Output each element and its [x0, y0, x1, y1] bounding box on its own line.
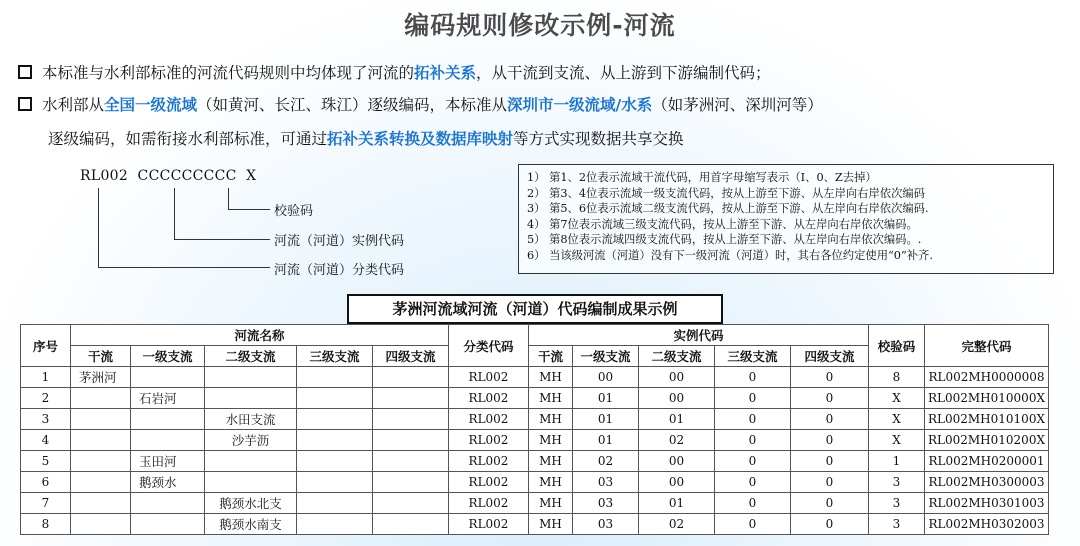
table-cell-c3: 0	[715, 514, 791, 535]
header-c1: 一级支流	[573, 346, 639, 367]
table-cell-l4	[373, 451, 449, 472]
coding-rules-box	[518, 164, 1054, 274]
table-cell-c1: 01	[573, 388, 639, 409]
table-cell-cls: RL002	[449, 493, 529, 514]
bullet-text: 本标准与水利部标准的河流代码规则中均体现了河流的	[42, 64, 415, 82]
table-cell-chk: 3	[869, 493, 925, 514]
class-code-label: 河流（河道）分类代码	[274, 263, 405, 278]
table-cell-l4	[373, 430, 449, 451]
table-cell-l3	[297, 388, 373, 409]
rule-item: 4） 第7位表示流域三级支流代码，按从上游至下游、从左岸向右岸依次编码。	[527, 217, 918, 231]
table-cell-chk: 3	[869, 472, 925, 493]
table-cell-main	[71, 472, 131, 493]
header-l4: 四级支流	[373, 346, 449, 367]
table-cell-c3: 0	[715, 493, 791, 514]
table-cell-main	[71, 388, 131, 409]
table-cell-c4: 0	[791, 472, 869, 493]
instance-code-label: 河流（河道）实例代码	[274, 234, 405, 249]
bullet-text: ，从干流到支流、从上游到下游编制代码；	[476, 64, 771, 82]
table-cell-c2: 01	[639, 493, 715, 514]
bullet-1	[18, 58, 771, 88]
table-cell-c3: 0	[715, 367, 791, 388]
table-cell-l3	[297, 514, 373, 535]
table-cell-c4: 0	[791, 388, 869, 409]
table-row	[21, 367, 1049, 388]
table-cell-chk: 1	[869, 451, 925, 472]
table-cell-l2	[205, 367, 297, 388]
table-cell-main	[71, 409, 131, 430]
header-c0: 干流	[529, 346, 573, 367]
table-cell-c3: 0	[715, 409, 791, 430]
header-full-code: 完整代码	[925, 325, 1049, 367]
table-cell-l2	[205, 472, 297, 493]
table-row	[21, 430, 1049, 451]
header-instance-code: 实例代码	[529, 325, 869, 346]
table-cell-l3	[297, 409, 373, 430]
table-cell-full: RL002MH010100X	[925, 409, 1049, 430]
table-cell-full: RL002MH010200X	[925, 430, 1049, 451]
table-cell-c3: 0	[715, 451, 791, 472]
table-cell-main: 茅洲河	[71, 367, 131, 388]
table-cell-c4: 0	[791, 493, 869, 514]
table-cell-c2: 00	[639, 367, 715, 388]
table-cell-l2: 沙芋沥	[205, 430, 297, 451]
table-cell-l1	[131, 367, 205, 388]
table-cell-chk: X	[869, 430, 925, 451]
table-cell-l4	[373, 472, 449, 493]
table-cell-seq: 5	[21, 451, 71, 472]
table-cell-main	[71, 451, 131, 472]
table-cell-seq: 3	[21, 409, 71, 430]
table-cell-l2	[205, 451, 297, 472]
table-cell-l1: 鹅颈水	[131, 472, 205, 493]
table-row	[21, 472, 1049, 493]
table-cell-c1: 01	[573, 409, 639, 430]
table-cell-cls: RL002	[449, 409, 529, 430]
table-cell-full: RL002MH0300003	[925, 472, 1049, 493]
table-row	[21, 514, 1049, 535]
table-cell-l3	[297, 493, 373, 514]
table-cell-seq: 6	[21, 472, 71, 493]
header-l3: 三级支流	[297, 346, 373, 367]
table-row	[21, 388, 1049, 409]
table-cell-cls: RL002	[449, 472, 529, 493]
table-cell-l4	[373, 388, 449, 409]
table-cell-l1	[131, 514, 205, 535]
table-cell-c3: 0	[715, 388, 791, 409]
table-cell-c4: 0	[791, 367, 869, 388]
river-code-table	[20, 324, 1049, 535]
bullet-2	[18, 90, 823, 120]
page-title: 编码规则修改示例-河流	[404, 11, 676, 40]
header-main: 干流	[71, 346, 131, 367]
rule-item: 3） 第5、6位表示流域二级支流代码，按从上游至下游、从左岸向右岸依次编码.	[527, 202, 929, 216]
table-cell-c4: 0	[791, 514, 869, 535]
header-l2: 二级支流	[205, 346, 297, 367]
table-cell-chk: 8	[869, 367, 925, 388]
table-cell-c1: 03	[573, 514, 639, 535]
table-cell-main	[71, 430, 131, 451]
table-row	[21, 451, 1049, 472]
table-cell-cls: RL002	[449, 388, 529, 409]
table-cell-main	[71, 493, 131, 514]
table-cell-c1: 03	[573, 472, 639, 493]
header-seq: 序号	[21, 325, 71, 367]
bullet-text: （如黄河、长江、珠江）逐级编码，本标准从	[197, 96, 508, 114]
table-cell-l1	[131, 430, 205, 451]
check-code-label: 校验码	[274, 204, 314, 219]
table-cell-main	[71, 514, 131, 535]
table-cell-l1: 石岩河	[131, 388, 205, 409]
bullet-text: 水利部从	[42, 96, 105, 114]
table-cell-c3: 0	[715, 430, 791, 451]
table-cell-l1	[131, 409, 205, 430]
table-cell-cls: RL002	[449, 430, 529, 451]
bullet-2-continued	[48, 124, 684, 154]
header-c3: 三级支流	[715, 346, 791, 367]
table-cell-seq: 1	[21, 367, 71, 388]
table-cell-c2: 02	[639, 430, 715, 451]
table-cell-chk: X	[869, 388, 925, 409]
table-cell-c2: 00	[639, 388, 715, 409]
table-cell-c1: 03	[573, 493, 639, 514]
table-cell-full: RL002MH0301003	[925, 493, 1049, 514]
table-cell-l2: 鹅颈水北支	[205, 493, 297, 514]
table-cell-c1: 02	[573, 451, 639, 472]
table-cell-seq: 7	[21, 493, 71, 514]
table-row	[21, 409, 1049, 430]
table-cell-c2: 01	[639, 409, 715, 430]
rule-item: 1） 第1、2位表示流域干流代码，用首字母缩写表示（I、0、Z去掉）	[527, 171, 877, 184]
table-cell-c2: 00	[639, 472, 715, 493]
table-cell-l1	[131, 493, 205, 514]
table-cell-c3: 0	[715, 472, 791, 493]
table-cell-l2: 鹅颈水南支	[205, 514, 297, 535]
header-check: 校验码	[869, 325, 925, 367]
table-cell-full: RL002MH0200001	[925, 451, 1049, 472]
highlight-text: 拓补关系转换及数据库映射	[327, 130, 514, 148]
rule-item: 2） 第3、4位表示流域一级支流代码，按从上游至下游、从左岸向右岸依次编码	[527, 186, 925, 200]
table-cell-c0: MH	[529, 388, 573, 409]
code-format: RL002 CCCCCCCCC X	[80, 168, 257, 184]
square-bullet-icon	[18, 65, 32, 79]
highlight-text: 拓补关系	[414, 64, 477, 82]
header-l1: 一级支流	[131, 346, 205, 367]
table-cell-c4: 0	[791, 451, 869, 472]
table-cell-c2: 02	[639, 514, 715, 535]
table-cell-l2: 水田支流	[205, 409, 297, 430]
table-cell-l2	[205, 388, 297, 409]
table-cell-c0: MH	[529, 409, 573, 430]
table-cell-c0: MH	[529, 493, 573, 514]
table-row	[21, 493, 1049, 514]
table-cell-cls: RL002	[449, 514, 529, 535]
table-cell-c4: 0	[791, 409, 869, 430]
table-cell-cls: RL002	[449, 451, 529, 472]
table-cell-chk: 3	[869, 514, 925, 535]
table-cell-c4: 0	[791, 430, 869, 451]
table-cell-c0: MH	[529, 514, 573, 535]
highlight-text: 全国一级流域	[104, 96, 198, 114]
header-c2: 二级支流	[639, 346, 715, 367]
table-cell-c0: MH	[529, 472, 573, 493]
table-cell-seq: 4	[21, 430, 71, 451]
code-structure-diagram	[80, 168, 440, 280]
square-bullet-icon	[18, 97, 32, 111]
table-cell-c2: 00	[639, 451, 715, 472]
table-cell-c0: MH	[529, 430, 573, 451]
header-river-name: 河流名称	[71, 325, 449, 346]
table-cell-l3	[297, 451, 373, 472]
table-cell-cls: RL002	[449, 367, 529, 388]
table-cell-l3	[297, 430, 373, 451]
table-cell-l4	[373, 367, 449, 388]
table-cell-c0: MH	[529, 367, 573, 388]
rule-item: 5） 第8位表示流域四级支流代码，按从上游至下游、从左岸向右岸依次编码。.	[527, 233, 922, 247]
table-cell-c1: 01	[573, 430, 639, 451]
table-cell-c0: MH	[529, 451, 573, 472]
bullet-text: 等方式实现数据共享交换	[513, 130, 684, 148]
highlight-text: 深圳市一级流域/水系	[507, 96, 653, 114]
table-cell-l3	[297, 472, 373, 493]
table-caption: 茅洲河流域河流（河道）代码编制成果示例	[347, 294, 723, 324]
table-cell-l4	[373, 514, 449, 535]
table-cell-c1: 00	[573, 367, 639, 388]
header-c4: 四级支流	[791, 346, 869, 367]
table-cell-l1: 玉田河	[131, 451, 205, 472]
bullet-text: 逐级编码，如需衔接水利部标准，可通过	[48, 130, 328, 148]
table-cell-full: RL002MH0000008	[925, 367, 1049, 388]
rule-item: 6） 当该级河流（河道）没有下一级河流（河道）时，其右各位约定使用“0”补齐.	[527, 248, 933, 262]
table-cell-l4	[373, 409, 449, 430]
bullet-text: （如茅洲河、深圳河等）	[652, 96, 823, 114]
table-cell-chk: X	[869, 409, 925, 430]
table-cell-full: RL002MH010000X	[925, 388, 1049, 409]
table-cell-seq: 8	[21, 514, 71, 535]
table-cell-l4	[373, 493, 449, 514]
table-cell-seq: 2	[21, 388, 71, 409]
header-class-code: 分类代码	[449, 325, 529, 367]
table-cell-full: RL002MH0302003	[925, 514, 1049, 535]
table-cell-l3	[297, 367, 373, 388]
